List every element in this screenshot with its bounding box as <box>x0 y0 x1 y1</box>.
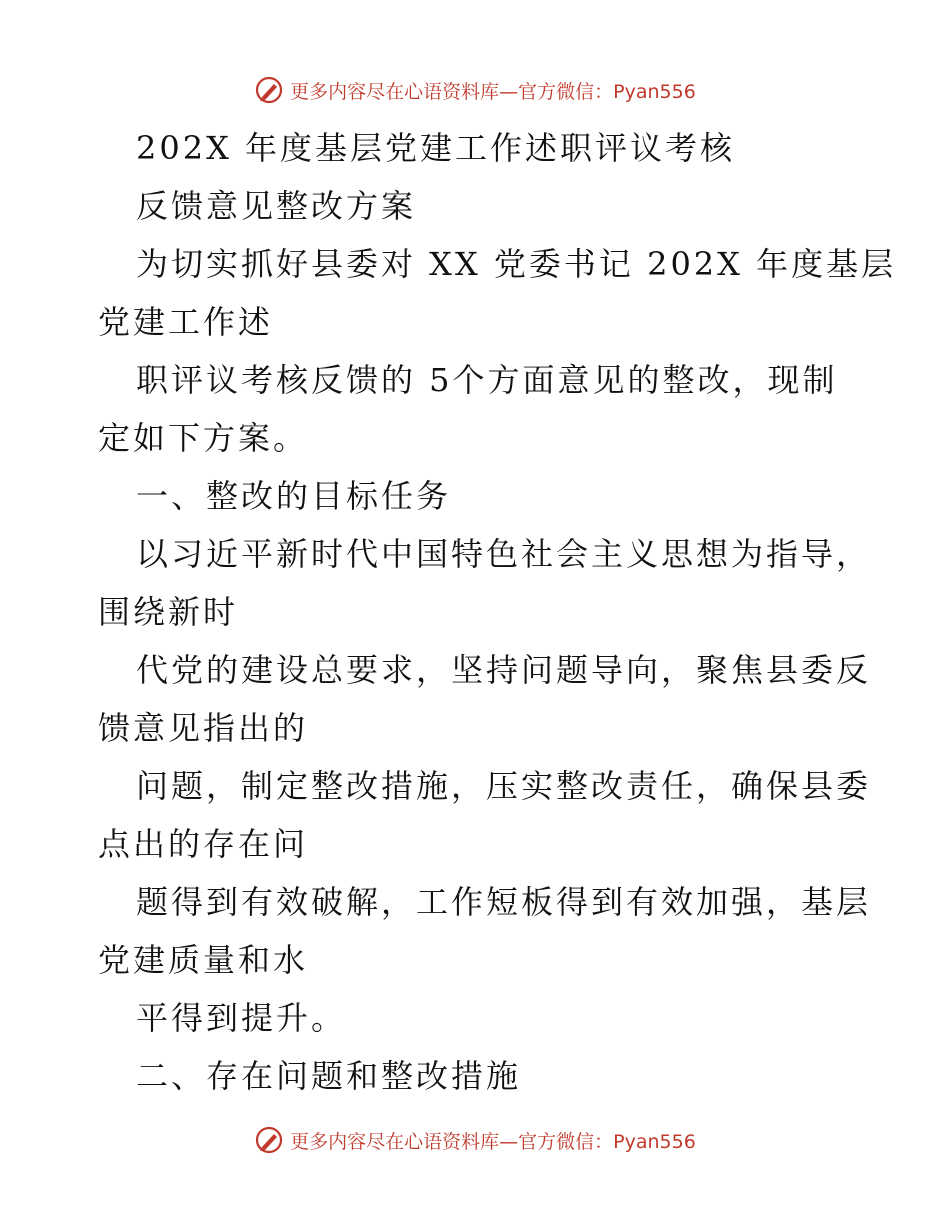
paragraph-line: 围绕新时 <box>98 593 239 631</box>
section-heading: 一、整改的目标任务 <box>136 477 452 515</box>
paragraph-line: 点出的存在问 <box>98 825 309 863</box>
paragraph-line: 以习近平新时代中国特色社会主义思想为指导， <box>136 535 872 573</box>
paragraph-line: 职评议考核反馈的 5个方面意见的整改，现制 <box>136 361 838 399</box>
pen-logo-icon <box>254 1125 284 1155</box>
paragraph-line: 党建质量和水 <box>98 941 309 979</box>
header-watermark-banner <box>0 70 950 110</box>
paragraph-line: 为切实抓好县委对 XX 党委书记 202X 年度基层 <box>136 245 897 283</box>
doc-title-line-2: 反馈意见整改方案 <box>136 187 417 225</box>
header-banner-text: 更多内容尽在心语资料库—官方微信：Pyan556 <box>290 80 696 103</box>
paragraph-line: 定如下方案。 <box>98 419 309 457</box>
section-heading: 二、存在问题和整改措施 <box>136 1057 522 1095</box>
pen-logo-icon <box>254 75 284 105</box>
paragraph-line: 馈意见指出的 <box>98 709 309 747</box>
paragraph-line: 题得到有效破解，工作短板得到有效加强，基层 <box>136 883 872 921</box>
footer-watermark-banner <box>0 1120 950 1160</box>
footer-banner-text: 更多内容尽在心语资料库—官方微信：Pyan556 <box>290 1130 696 1153</box>
paragraph-line: 党建工作述 <box>98 303 274 341</box>
paragraph-line: 平得到提升。 <box>136 999 347 1037</box>
doc-title-line-1: 202X 年度基层党建工作述职评议考核 <box>136 129 736 167</box>
paragraph-line: 代党的建设总要求，坚持问题导向，聚焦县委反 <box>136 651 872 689</box>
paragraph-line: 问题，制定整改措施，压实整改责任，确保县委 <box>136 767 872 805</box>
